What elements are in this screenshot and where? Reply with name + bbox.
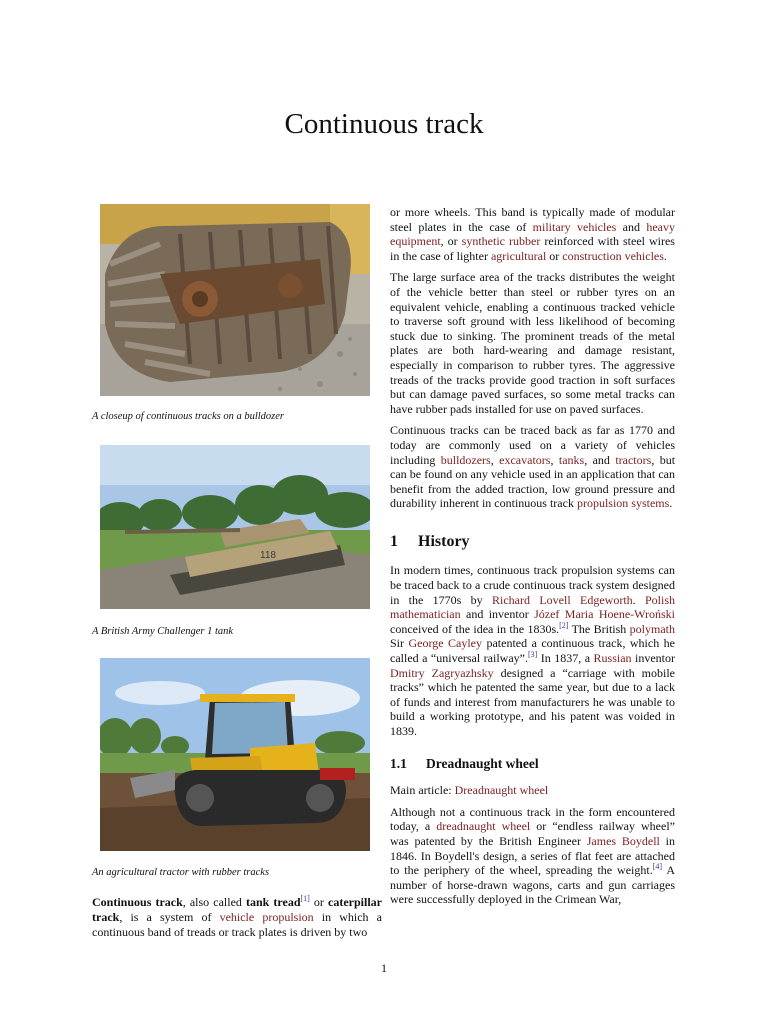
text-span: In 1837, a	[537, 651, 594, 666]
citation-link[interactable]: [3]	[528, 650, 538, 660]
link-excavators[interactable]: excavators	[499, 452, 551, 467]
citation-link[interactable]: [1]	[300, 894, 310, 903]
link-james-boydell[interactable]: James Boydell	[586, 833, 660, 848]
text-span: A number of horse-drawn wagons, carts and gun carriages were successfully deployed in the Crimean War,	[390, 863, 675, 907]
text-span: Although not a continuous track in the form encountered today, a	[390, 804, 675, 834]
figure-caption: An agricultural tractor with rubber tracks	[92, 867, 270, 878]
link-heavy-equipment[interactable]: heavy equipment	[390, 219, 675, 249]
text-span: or “endless railway wheel” was patented by the British Engineer	[390, 819, 675, 848]
link-construction-vehicles[interactable]: construction vehicles	[562, 248, 664, 263]
figure-bulldozer-image	[100, 204, 370, 396]
paragraph-applications	[390, 423, 675, 511]
text-span: , but can be found on any vehicle used in an application that can benefit from the added traction, low ground pressure and durability inherent in continuous track	[390, 452, 676, 511]
citation-link[interactable]: [4]	[652, 862, 663, 872]
link-jozef-hoene-wronski[interactable]: Józef Maria Hoene-Wroński	[534, 607, 675, 622]
text-span: reinforced with steel wires in the case of lighter	[390, 234, 675, 263]
main-article-label: Main article:	[390, 783, 455, 798]
text-span: ,	[490, 452, 500, 467]
link-dreadnaught-wheel-article[interactable]: Dreadnaught wheel	[454, 783, 549, 798]
link-vehicle-propulsion[interactable]: vehicle propulsion	[219, 910, 314, 925]
text-span: inventor	[631, 651, 676, 666]
intro-continued-text: or more wheels. This band is typically made of modular steel plates in the case of	[390, 205, 675, 234]
intro-paragraph-continued	[390, 205, 675, 263]
tank-marking: 118	[260, 550, 276, 561]
text-span: or	[546, 248, 563, 263]
text-span: , or	[440, 234, 462, 249]
citation-link[interactable]: [2]	[559, 620, 569, 630]
link-agricultural[interactable]: agricultural	[490, 248, 547, 263]
subsection-heading-dreadnaught	[390, 757, 675, 772]
intro-paragraph-start	[92, 895, 382, 941]
right-column	[390, 205, 675, 914]
section-heading-history	[390, 532, 675, 550]
link-russian[interactable]: Russian	[593, 651, 632, 666]
text-span: .	[669, 496, 673, 511]
figure-tractor-image	[100, 658, 370, 851]
text-span: Sir	[390, 636, 409, 651]
text-span: Continuous tracks can be traced back as far as 1770 and today are commonly used on a variety of vehicles including	[390, 423, 675, 467]
text-span: , is a system of	[119, 910, 220, 925]
intro-term-tank-tread: tank tread	[245, 895, 301, 909]
link-bulldozers[interactable]: bulldozers	[440, 452, 491, 467]
intro-continued: in which a continuous band of treads or track plates is driven by two	[92, 910, 382, 940]
text-span: In modern times, continuous track propulsion systems can be traced back to a crude continuous track system designed in the 1770s by	[390, 563, 675, 607]
page-title: Continuous track	[284, 108, 484, 140]
figure-caption: A British Army Challenger 1 tank	[92, 626, 234, 637]
link-polymath[interactable]: polymath	[629, 621, 675, 636]
link-propulsion-systems[interactable]: propulsion systems	[576, 496, 670, 511]
text-span: , also called	[182, 895, 246, 909]
text-span: ,	[550, 452, 559, 467]
figure-tank-image	[100, 445, 370, 609]
text-span: .	[663, 248, 667, 263]
text-span: designed a “carriage with mobile tracks” which he patented the same year, but due to a lack of funds and interest from manufacturers he was unable to build a working prototype, and his patent was voided in 1839.	[390, 665, 676, 738]
section-number: 1	[390, 532, 398, 550]
text-span: patented a continuous track, which he called a “universal railway”.	[390, 636, 675, 666]
paragraph-weight-distribution: The large surface area of the tracks distributes the weight of the vehicle better than steel or rubber tyres on an equivalent vehicle, enabling a continuous tracked vehicle to traverse soft ground with less likelihood of becoming stuck due to sinking. The prominent treads of the metal plates are both hard-wearing and damage resistant, especially in comparison to rubber tyres. The aggressive treads of the tracks provide good traction in soft surfaces but can damage paved surfaces, so some metal tracks can have rubber pads installed for use on paved surfaces.	[390, 270, 675, 416]
figure-caption: A closeup of continuous tracks on a bulldozer	[92, 411, 284, 422]
link-dmitry-zagryazhsky[interactable]: Dmitry Zagryazhsky	[390, 665, 494, 680]
link-military-vehicles[interactable]: military vehicles	[532, 219, 617, 234]
intro-term-caterpillar: caterpillar track	[92, 895, 382, 925]
text-span: The British	[568, 621, 630, 636]
intro-term: Continuous track	[92, 895, 183, 909]
section-title: History	[418, 532, 470, 550]
link-richard-lovell-edgeworth[interactable]: Richard Lovell Edgeworth	[492, 592, 633, 607]
link-dreadnaught-wheel[interactable]: dreadnaught wheel	[436, 819, 531, 834]
paragraph-history	[390, 563, 675, 738]
main-article-note	[390, 783, 675, 798]
link-mathematician[interactable]: mathematician	[390, 607, 461, 622]
text-span: .	[632, 592, 645, 607]
text-span: , and	[584, 452, 616, 467]
page-number: 1	[381, 961, 387, 975]
text-span: in 1846. In Boydell's design, a series of flat feet are attached to the periphery of the wheel, spreading the weight.	[390, 833, 675, 878]
text-span: and inventor	[460, 607, 535, 622]
paragraph-dreadnaught	[390, 805, 675, 907]
link-tanks[interactable]: tanks	[558, 452, 585, 467]
text-span: conceived of the idea in the 1830s.	[390, 621, 560, 636]
section-number: 1.1	[390, 755, 407, 771]
section-title: Dreadnaught wheel	[426, 755, 539, 771]
link-george-cayley[interactable]: George Cayley	[408, 636, 483, 651]
text-span: and	[616, 219, 647, 234]
link-synthetic-rubber[interactable]: synthetic rubber	[461, 234, 541, 249]
link-tractors[interactable]: tractors	[615, 452, 652, 467]
text-span: or	[309, 895, 329, 909]
link-polish[interactable]: Polish	[645, 592, 676, 607]
